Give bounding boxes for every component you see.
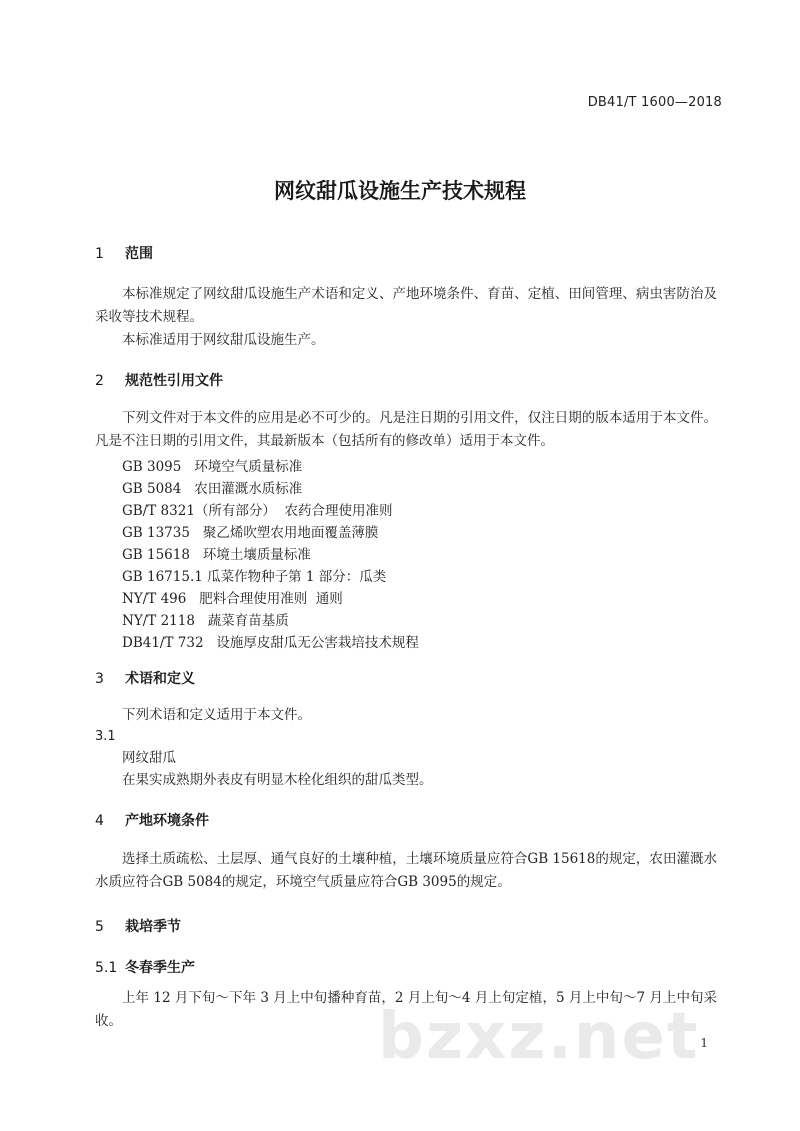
section-1-heading <box>95 243 153 263</box>
section-title: 术语和定义 <box>125 671 195 687</box>
section-number: 2 <box>95 373 104 389</box>
reference-item: NY/T 496 肥料合理使用准则 通则 <box>122 591 343 607</box>
section-5-paragraph-1: 上年 12 月下旬～下年 3 月上中旬播种育苗，2 月上旬～4 月上旬定植，5 月上中旬～7 月上中旬采收。 <box>95 990 717 1029</box>
section-number: 3 <box>95 671 104 687</box>
section-4-heading <box>95 810 209 830</box>
section-2-paragraph-1: 下列文件对于本文件的应用是必不可少的。凡是注日期的引用文件，仅注日期的版本适用于本文件。凡是不注日期的引用文件，其最新版本（包括所有的修改单）适用于本文件。 <box>95 410 717 449</box>
subsection-title: 冬春季生产 <box>125 960 195 976</box>
section-1-paragraph-1: 本标准规定了网纹甜瓜设施生产术语和定义、产地环境条件、育苗、定植、田间管理、病虫害防治及采收等技术规程。 <box>95 286 717 325</box>
reference-item: DB41/T 732 设施厚皮甜瓜无公害栽培技术规程 <box>122 635 419 651</box>
reference-item: GB 13735 聚乙烯吹塑农用地面覆盖薄膜 <box>122 525 379 541</box>
section-number: 4 <box>95 813 104 829</box>
section-title: 规范性引用文件 <box>125 373 223 389</box>
watermark: bzxz.net <box>378 1000 700 1074</box>
section-title: 产地环境条件 <box>125 813 209 829</box>
reference-item: GB 3095 环境空气质量标准 <box>122 459 303 475</box>
reference-item: GB 16715.1 瓜菜作物种子第 1 部分：瓜类 <box>122 569 387 585</box>
section-3-heading <box>95 668 195 688</box>
subsection-number: 5.1 <box>95 960 118 976</box>
reference-item: NY/T 2118 蔬菜育苗基质 <box>122 613 289 629</box>
section-5-heading <box>95 916 181 936</box>
standard-code: DB41/T 1600—2018 <box>587 95 722 110</box>
subsection-5-1-heading <box>95 957 195 977</box>
reference-item: GB/T 8321（所有部分） 农药合理使用准则 <box>122 503 393 519</box>
section-title: 范围 <box>125 246 153 262</box>
document-title: 网纹甜瓜设施生产技术规程 <box>274 179 526 203</box>
section-2-heading <box>95 370 223 390</box>
page-number: 1 <box>700 1036 708 1050</box>
reference-item: GB 5084 农田灌溉水质标准 <box>122 481 303 497</box>
section-number: 1 <box>95 246 104 262</box>
reference-item: GB 15618 环境土壤质量标准 <box>122 547 311 563</box>
term-name: 网纹甜瓜 <box>122 750 176 766</box>
section-4-paragraph-1: 选择土质疏松、土层厚、通气良好的土壤种植，土壤环境质量应符合GB 15618的规定，农田灌溉水水质应符合GB 5084的规定，环境空气质量应符合GB 3095的规定。 <box>95 851 717 890</box>
section-1-paragraph-2: 本标准适用于网纹甜瓜设施生产。 <box>122 332 325 348</box>
subsection-number: 3.1 <box>95 729 116 744</box>
section-title: 栽培季节 <box>125 919 181 935</box>
term-definition: 在果实成熟期外表皮有明显木栓化组织的甜瓜类型。 <box>122 772 433 788</box>
section-3-paragraph-1: 下列术语和定义适用于本文件。 <box>122 707 311 723</box>
section-number: 5 <box>95 919 104 935</box>
